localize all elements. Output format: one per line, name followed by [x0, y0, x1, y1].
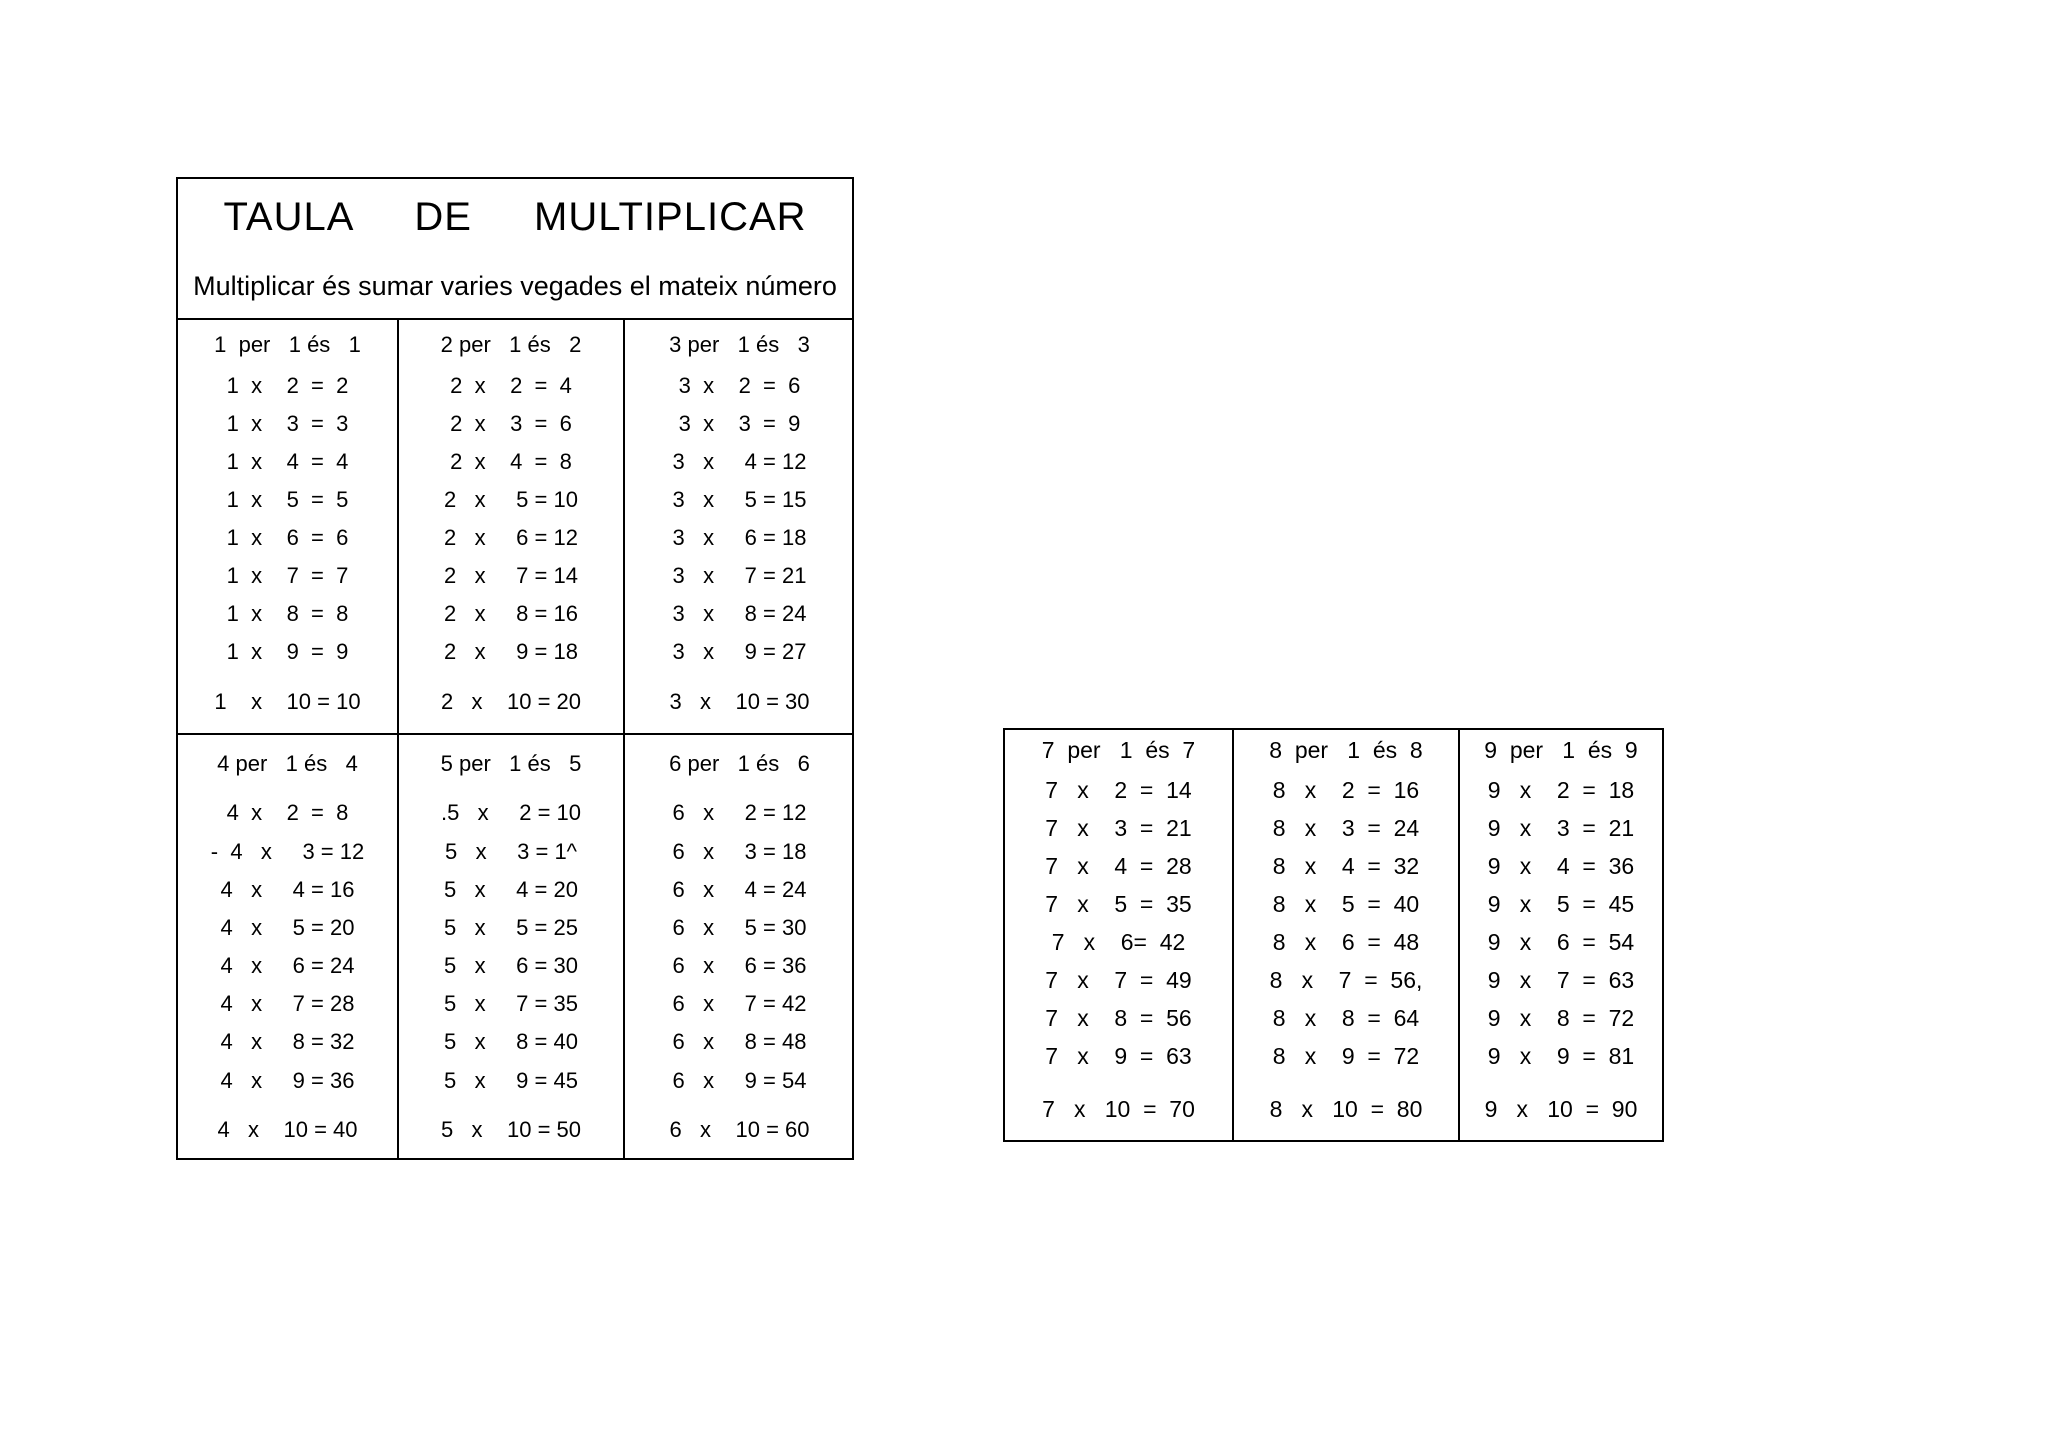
table-line: 8 x 10 = 80: [1269, 1096, 1423, 1122]
table-line: 5 x 4 = 20: [444, 877, 578, 902]
table-line: 4 x 2 = 8: [226, 800, 349, 825]
table-line: 6 x 7 = 42: [672, 991, 807, 1016]
title-block: [178, 179, 852, 320]
table-of-1: [178, 320, 397, 733]
table-of-6: [625, 735, 854, 1160]
table-line: 1 x 4 = 4: [226, 449, 349, 474]
table-of-5: [399, 735, 623, 1160]
table-line: 8 x 3 = 24: [1272, 815, 1420, 841]
table-line: 5 x 7 = 35: [444, 991, 578, 1016]
table-line: 3 x 10 = 30: [669, 689, 810, 714]
table-line: 1 x 6 = 6: [226, 525, 349, 550]
table-line: 7 x 9 = 63: [1045, 1043, 1192, 1069]
table-line: 7 x 4 = 28: [1045, 853, 1192, 879]
table-line: 9 x 4 = 36: [1487, 853, 1635, 879]
table-line: 4 x 4 = 16: [220, 877, 355, 902]
table-line: 5 x 8 = 40: [444, 1029, 578, 1054]
table-line: 6 x 5 = 30: [672, 915, 807, 940]
table-line: 4 x 7 = 28: [220, 991, 355, 1016]
table-line: 2 x 4 = 8: [450, 449, 572, 474]
table-header: 8 per 1 és 8: [1269, 737, 1423, 763]
table-line: 8 x 2 = 16: [1272, 777, 1420, 803]
table-line: 9 x 7 = 63: [1487, 967, 1635, 993]
table-of-7: [1005, 730, 1232, 1140]
table-line: 5 x 10 = 50: [440, 1117, 582, 1142]
table-line: 2 x 3 = 6: [450, 411, 572, 436]
table-line: 8 x 9 = 72: [1272, 1043, 1420, 1069]
table-line: 1 x 9 = 9: [226, 639, 349, 664]
table-line: 6 x 6 = 36: [672, 953, 807, 978]
table-line: 6 x 4 = 24: [672, 877, 807, 902]
table-header: 6 per 1 és 6: [669, 751, 810, 776]
table-of-8: [1234, 730, 1458, 1140]
table-line: 3 x 2 = 6: [678, 373, 801, 398]
table-line: 9 x 8 = 72: [1487, 1005, 1635, 1031]
table-header: 9 per 1 és 9: [1484, 737, 1638, 763]
table-line: 6 x 8 = 48: [672, 1029, 807, 1054]
table-line: 4 x 5 = 20: [220, 915, 355, 940]
table-line: 8 x 8 = 64: [1272, 1005, 1420, 1031]
table-line: 3 x 8 = 24: [672, 601, 807, 626]
table-line: 2 x 2 = 4: [450, 373, 572, 398]
table-of-9: [1460, 730, 1662, 1140]
table-line: 2 x 5 = 10: [444, 487, 578, 512]
table-line: 2 x 10 = 20: [440, 689, 582, 714]
table-header: 3 per 1 és 3: [669, 332, 810, 357]
table-line: 5 x 3 = 1^: [445, 839, 577, 864]
page-title: TAULA DE MULTIPLICAR: [223, 195, 807, 239]
table-line: 1 x 10 = 10: [214, 689, 361, 714]
table-line: 3 x 9 = 27: [672, 639, 807, 664]
table-line: 5 x 5 = 25: [444, 915, 578, 940]
table-line: 4 x 6 = 24: [220, 953, 355, 978]
table-line: 2 x 8 = 16: [444, 601, 578, 626]
table-line: 3 x 3 = 9: [678, 411, 801, 436]
table-header: 2 per 1 és 2: [440, 332, 582, 357]
table-line: 4 x 8 = 32: [220, 1029, 355, 1054]
table-line: 1 x 3 = 3: [226, 411, 349, 436]
table-line: 3 x 4 = 12: [672, 449, 807, 474]
table-line: 8 x 4 = 32: [1272, 853, 1420, 879]
table-line: 1 x 7 = 7: [226, 563, 349, 588]
table-line: 9 x 10 = 90: [1484, 1096, 1638, 1122]
table-of-2: [399, 320, 623, 733]
page-subtitle: Multiplicar és sumar varies vegades el mateix número: [193, 271, 837, 301]
table-line: 3 x 5 = 15: [672, 487, 807, 512]
table-line: 9 x 5 = 45: [1487, 891, 1635, 917]
table-line: 2 x 9 = 18: [444, 639, 578, 664]
table-of-3: [625, 320, 854, 733]
table-line: 5 x 6 = 30: [444, 953, 578, 978]
table-line: 8 x 7 = 56,: [1269, 967, 1423, 993]
table-of-4: [178, 735, 397, 1160]
table-line: 2 x 7 = 14: [444, 563, 578, 588]
table-line: 4 x 10 = 40: [217, 1117, 358, 1142]
table-line: 1 x 5 = 5: [226, 487, 349, 512]
table-header: 4 per 1 és 4: [217, 751, 358, 776]
table-line: 9 x 3 = 21: [1487, 815, 1635, 841]
table-line: 8 x 5 = 40: [1272, 891, 1420, 917]
table-line: 4 x 9 = 36: [220, 1068, 355, 1093]
table-line: 6 x 2 = 12: [672, 800, 807, 825]
table-line: 3 x 7 = 21: [672, 563, 807, 588]
table-line: 1 x 8 = 8: [226, 601, 349, 626]
table-line: 2 x 6 = 12: [444, 525, 578, 550]
table-line: 9 x 2 = 18: [1487, 777, 1635, 803]
table-line: 8 x 6 = 48: [1272, 929, 1420, 955]
table-header: 1 per 1 és 1: [214, 332, 361, 357]
table-line: 3 x 6 = 18: [672, 525, 807, 550]
multiplication-table-7-9: [1003, 728, 1664, 1142]
table-header: 5 per 1 és 5: [440, 751, 582, 776]
table-line: 7 x 5 = 35: [1045, 891, 1192, 917]
table-row-1-3: [178, 320, 852, 735]
table-line: 6 x 9 = 54: [672, 1068, 807, 1093]
table-line: 7 x 6= 42: [1051, 929, 1186, 955]
table-line: 5 x 9 = 45: [444, 1068, 578, 1093]
table-line: .5 x 2 = 10: [440, 800, 582, 825]
table-line: 7 x 3 = 21: [1045, 815, 1192, 841]
multiplication-table-main: [176, 177, 854, 1160]
table-line: 6 x 3 = 18: [672, 839, 807, 864]
table-line: 9 x 9 = 81: [1487, 1043, 1635, 1069]
table-header: 7 per 1 és 7: [1041, 737, 1196, 763]
table-line: 7 x 7 = 49: [1045, 967, 1192, 993]
table-line: 1 x 2 = 2: [226, 373, 349, 398]
table-line: 7 x 2 = 14: [1045, 777, 1192, 803]
table-row-4-6: [178, 735, 852, 1160]
table-line: - 4 x 3 = 12: [210, 839, 365, 864]
table-line: 7 x 10 = 70: [1042, 1096, 1195, 1122]
table-line: 9 x 6 = 54: [1487, 929, 1635, 955]
table-line: 7 x 8 = 56: [1045, 1005, 1192, 1031]
table-line: 6 x 10 = 60: [669, 1117, 810, 1142]
